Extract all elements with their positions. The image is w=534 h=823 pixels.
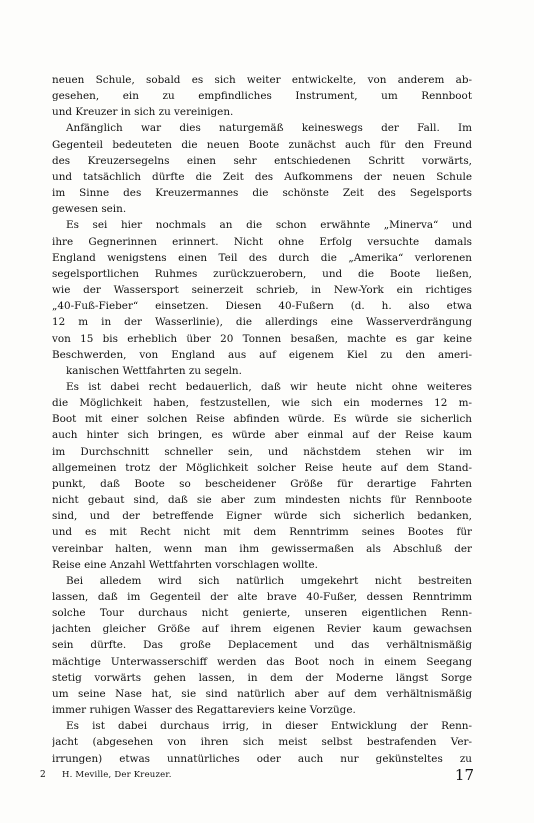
text-line: England wenigstens einen Teil des durch die „Amerika“ verlorenen (52, 251, 472, 264)
text-line: neuen Schule, sobald es sich weiter entwickelte, von anderem ab- (52, 74, 472, 86)
text-line: auch hinter sich bringen, es würde aber einmal auf der Reise kaum (52, 429, 472, 442)
text-line: vereinbar halten, wenn man ihm gewissermaßen als Abschluß der (52, 542, 472, 555)
page-number: 17 (454, 766, 474, 784)
text-line: 12 m in der Wasserlinie), die allerdings eine Wasserverdrängung (52, 316, 472, 329)
text-line: kanischen Wettfahrten zu segeln. (66, 364, 242, 377)
text-line: sein dürfte. Das große Deplacement und das verhältnismäßig (52, 639, 472, 652)
text-line: Boot mit einer solchen Reise abfinden würde. Es würde sie sicherlich (52, 413, 472, 426)
text-line: des Kreuzersegelns einen sehr entschiedenen Schritt vorwärts, (52, 154, 472, 167)
text-line: wie der Wassersport seinerzeit schrieb, in New-York ein richtiges (52, 284, 472, 297)
text-line: Es ist dabei durchaus irrig, in dieser Entwicklung der Renn- (66, 720, 472, 733)
text-line: von 15 bis erheblich über 20 Tonnen besaßen, machte es gar keine (52, 332, 472, 345)
text-line: Beschwerden, von England aus auf eigenem Kiel zu den ameri- (52, 348, 472, 361)
text-line: ihre Gegnerinnen erinnert. Nicht ohne Erfolg versuchte damals (52, 235, 472, 248)
text-line: und es mit Recht nicht mit dem Renntrimm seines Bootes für (52, 526, 472, 539)
text-line: segelsportlichen Ruhmes zurückzuerobern, und die Boote ließen, (52, 267, 472, 280)
text-line: stetig vorwärts gehen lassen, in dem der Moderne längst Sorge (52, 671, 472, 684)
text-line: im Durchschnitt schneller sein, und nächstdem stehen wir im (52, 445, 472, 458)
text-line: gesehen, ein zu empfindliches Instrument, um Rennboot (52, 90, 472, 103)
text-line: Gegenteil bedeuteten die neuen Boote zunächst auch für den Freund (52, 138, 472, 151)
text-line: Bei alledem wird sich natürlich umgekehrt nicht bestreiten (66, 574, 472, 587)
signature-number: 2 (40, 770, 46, 780)
text-line: und Kreuzer in sich zu vereinigen. (52, 106, 234, 119)
text-line: gewesen sein. (52, 203, 127, 216)
text-line: mächtige Unterwasserschiff werden das Boot noch in einem Seegang (52, 655, 472, 668)
text-line: allgemeinen trotz der Möglichkeit solcher Reise heute auf dem Stand- (52, 461, 472, 474)
paragraph-1 (52, 72, 472, 120)
text-line: Es sei hier nochmals an die schon erwähnte „Minerva“ und (66, 219, 472, 232)
text-line: irrungen) etwas unnatürliches oder auch nur gekünsteltes zu (52, 752, 472, 765)
paragraph-2 (52, 120, 472, 217)
text-line: Es ist dabei recht bedauerlich, daß wir heute nicht ohne weiteres (66, 380, 472, 393)
paragraph-5 (52, 573, 472, 718)
text-line: punkt, daß Boote so bescheidener Größe für derartige Fahrten (52, 477, 472, 490)
signature-title: H. Meville, Der Kreuzer. (62, 770, 172, 780)
text-line: Reise eine Anzahl Wettfahrten vorschlagen wollte. (52, 558, 318, 571)
text-line: die Möglichkeit haben, festzustellen, wie sich ein modernes 12 m- (52, 397, 472, 410)
text-line: im Sinne des Kreuzermannes die schönste Zeit des Segelsports (52, 187, 472, 200)
text-line: „40-Fuß-Fieber“ einsetzen. Diesen 40-Fußern (d. h. also etwa (52, 300, 472, 313)
text-line: jacht (abgesehen von ihren sich meist selbst bestrafenden Ver- (52, 736, 472, 749)
text-line: jachten gleicher Größe auf ihrem eigenen Revier kaum gewachsen (52, 623, 472, 636)
text-line: sind, und der betreffende Eigner würde sich sicherlich bedanken, (52, 510, 472, 523)
text-line: Anfänglich war dies naturgemäß keineswegs der Fall. Im (66, 122, 472, 135)
paragraph-3 (52, 217, 472, 379)
text-line: immer ruhigen Wasser des Regattareviers keine Vorzüge. (52, 704, 356, 717)
text-line: solche Tour durchaus nicht genierte, unseren eigentlichen Renn- (52, 607, 472, 620)
text-line: und tatsächlich dürfte die Zeit des Aufkommens der neuen Schule (52, 170, 472, 183)
page-footer (40, 766, 474, 786)
paragraph-6 (52, 718, 472, 766)
body-text (52, 72, 472, 767)
text-line: nicht gebaut sind, daß sie aber zum mindesten nichts für Rennboote (52, 494, 472, 507)
text-line: um seine Nase hat, sie sind natürlich aber auf dem verhältnismäßig (52, 687, 472, 700)
paragraph-4 (52, 379, 472, 573)
text-line: lassen, daß im Gegenteil der alte brave 40-Fußer, dessen Renntrimm (52, 591, 472, 603)
